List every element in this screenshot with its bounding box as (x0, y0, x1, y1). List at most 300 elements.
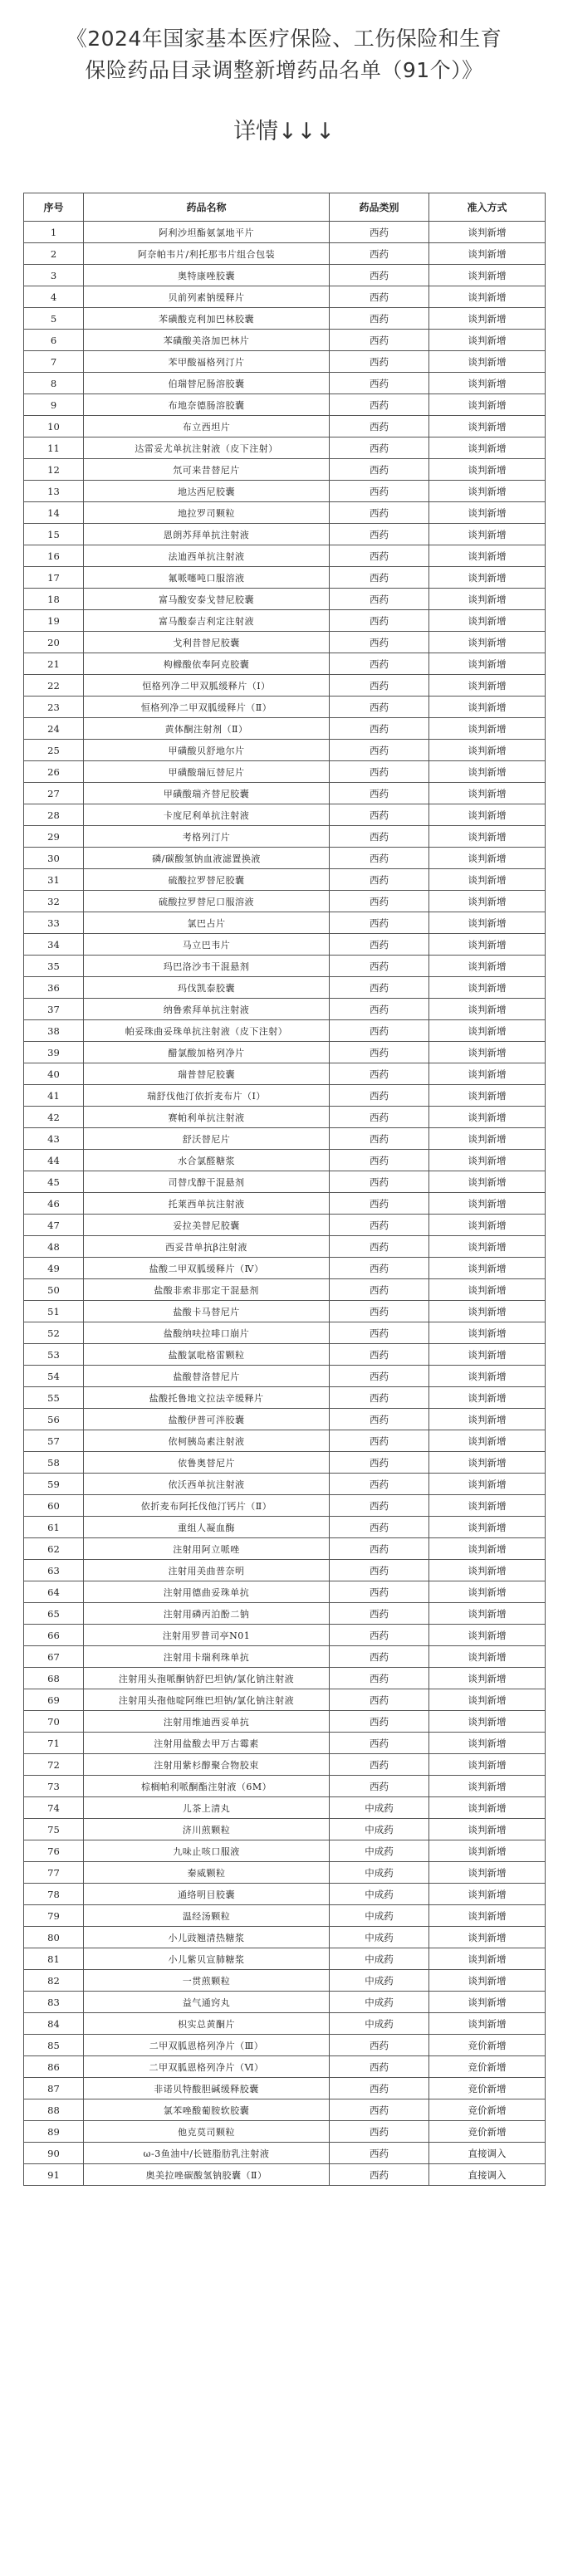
row-index: 54 (24, 1366, 84, 1387)
table-row (24, 545, 546, 567)
access-method: 竞价新增 (429, 2121, 546, 2143)
drug-name: 奥美拉唑碳酸氢钠胶囊（Ⅱ） (84, 2164, 330, 2186)
access-method: 谈判新增 (429, 653, 546, 675)
drug-name: 氯巴占片 (84, 912, 330, 934)
drug-category: 西药 (330, 1581, 429, 1603)
access-method: 谈判新增 (429, 1409, 546, 1430)
row-index: 11 (24, 437, 84, 459)
table-row (24, 1689, 546, 1711)
row-index: 32 (24, 891, 84, 912)
drug-category: 西药 (330, 1258, 429, 1279)
drug-name: 二甲双胍恩格列净片（Ⅲ） (84, 2035, 330, 2056)
drug-category: 中成药 (330, 1840, 429, 1862)
drug-name: 达雷妥尤单抗注射液（皮下注射） (84, 437, 330, 459)
drug-category: 西药 (330, 1430, 429, 1452)
table-row (24, 567, 546, 589)
drug-category: 西药 (330, 956, 429, 977)
drug-list-sheet (23, 193, 545, 2186)
table-row (24, 869, 546, 891)
drug-name: 水合氯醛糖浆 (84, 1150, 330, 1171)
access-method: 谈判新增 (429, 1258, 546, 1279)
access-method: 谈判新增 (429, 1387, 546, 1409)
access-method: 谈判新增 (429, 1517, 546, 1538)
access-method: 谈判新增 (429, 934, 546, 956)
access-method: 谈判新增 (429, 589, 546, 610)
row-index: 90 (24, 2143, 84, 2164)
drug-category: 西药 (330, 912, 429, 934)
access-method: 谈判新增 (429, 999, 546, 1020)
drug-name: 依沃西单抗注射液 (84, 1474, 330, 1495)
access-method: 谈判新增 (429, 697, 546, 718)
row-index: 8 (24, 373, 84, 394)
table-row (24, 265, 546, 286)
table-row (24, 1646, 546, 1668)
drug-category: 西药 (330, 286, 429, 308)
drug-category: 西药 (330, 653, 429, 675)
access-method: 谈判新增 (429, 1754, 546, 1776)
details-subtitle: 详情↓↓↓ (233, 119, 335, 144)
drug-category: 西药 (330, 1301, 429, 1322)
row-index: 41 (24, 1085, 84, 1107)
drug-name: 益气通窍丸 (84, 1992, 330, 2013)
row-index: 18 (24, 589, 84, 610)
drug-category: 西药 (330, 2078, 429, 2099)
access-method: 谈判新增 (429, 956, 546, 977)
table-row (24, 1711, 546, 1733)
drug-category: 西药 (330, 1646, 429, 1668)
table-row (24, 589, 546, 610)
drug-name: 富马酸安泰戈替尼胶囊 (84, 589, 330, 610)
table-row (24, 2035, 546, 2056)
drug-name: 枳实总黄酮片 (84, 2013, 330, 2035)
access-method: 谈判新增 (429, 761, 546, 783)
drug-name: 考格列汀片 (84, 826, 330, 848)
access-method: 谈判新增 (429, 1322, 546, 1344)
drug-category: 西药 (330, 589, 429, 610)
table-row (24, 912, 546, 934)
access-method: 谈判新增 (429, 1862, 546, 1884)
drug-category: 西药 (330, 1409, 429, 1430)
table-row (24, 416, 546, 437)
row-index: 91 (24, 2164, 84, 2186)
table-row (24, 1733, 546, 1754)
drug-name: 二甲双胍恩格列净片（Ⅵ） (84, 2056, 330, 2078)
drug-category: 西药 (330, 2056, 429, 2078)
row-index: 61 (24, 1517, 84, 1538)
table-row (24, 502, 546, 524)
drug-name: 纳鲁索拜单抗注射液 (84, 999, 330, 1020)
access-method: 谈判新增 (429, 1992, 546, 2013)
access-method: 谈判新增 (429, 330, 546, 351)
access-method: 谈判新增 (429, 1150, 546, 1171)
table-row (24, 1560, 546, 1581)
drug-category: 西药 (330, 545, 429, 567)
drug-category: 西药 (330, 1517, 429, 1538)
row-index: 75 (24, 1819, 84, 1840)
drug-name: 盐酸替洛替尼片 (84, 1366, 330, 1387)
drug-category: 西药 (330, 1344, 429, 1366)
drug-name: 氯苯唑酸葡胺软胶囊 (84, 2099, 330, 2121)
table-row (24, 718, 546, 740)
row-index: 82 (24, 1970, 84, 1992)
table-row (24, 1452, 546, 1474)
row-index: 60 (24, 1495, 84, 1517)
drug-name: 苯磺酸美洛加巴林片 (84, 330, 330, 351)
drug-name: 济川煎颗粒 (84, 1819, 330, 1840)
drug-name: 甲磺酸贝舒地尔片 (84, 740, 330, 761)
access-method: 谈判新增 (429, 1905, 546, 1927)
access-method: 谈判新增 (429, 1430, 546, 1452)
table-row (24, 351, 546, 373)
row-index: 31 (24, 869, 84, 891)
drug-name: 贝前列素钠缓释片 (84, 286, 330, 308)
row-index: 34 (24, 934, 84, 956)
drug-name: 阿奈帕韦片/利托那韦片组合包装 (84, 243, 330, 265)
row-index: 67 (24, 1646, 84, 1668)
access-method: 谈判新增 (429, 373, 546, 394)
drug-category: 西药 (330, 891, 429, 912)
drug-category: 西药 (330, 2099, 429, 2121)
table-row (24, 1193, 546, 1215)
table-row (24, 308, 546, 330)
access-method: 谈判新增 (429, 286, 546, 308)
drug-category: 西药 (330, 373, 429, 394)
row-index: 20 (24, 632, 84, 653)
drug-category: 西药 (330, 437, 429, 459)
drug-name: 枸橼酸依奉阿克胶囊 (84, 653, 330, 675)
access-method: 谈判新增 (429, 718, 546, 740)
drug-name: 马立巴韦片 (84, 934, 330, 956)
row-index: 47 (24, 1215, 84, 1236)
drug-name: 瑞普替尼胶囊 (84, 1063, 330, 1085)
row-index: 3 (24, 265, 84, 286)
row-index: 89 (24, 2121, 84, 2143)
drug-name: ω-3鱼油中/长链脂肪乳注射液 (84, 2143, 330, 2164)
drug-category: 西药 (330, 1495, 429, 1517)
drug-category: 西药 (330, 481, 429, 502)
row-index: 38 (24, 1020, 84, 1042)
drug-category: 西药 (330, 1042, 429, 1063)
drug-category: 西药 (330, 1776, 429, 1797)
row-index: 73 (24, 1776, 84, 1797)
access-method: 谈判新增 (429, 351, 546, 373)
table-row (24, 1840, 546, 1862)
row-index: 36 (24, 977, 84, 999)
row-index: 22 (24, 675, 84, 697)
access-method: 谈判新增 (429, 848, 546, 869)
drug-category: 西药 (330, 740, 429, 761)
table-row (24, 1128, 546, 1150)
drug-name: 非诺贝特酸胆碱缓释胶囊 (84, 2078, 330, 2099)
table-row (24, 1279, 546, 1301)
column-header-category: 药品类别 (330, 193, 429, 222)
drug-category: 西药 (330, 2035, 429, 2056)
row-index: 17 (24, 567, 84, 589)
row-index: 83 (24, 1992, 84, 2013)
drug-category: 西药 (330, 826, 429, 848)
table-row (24, 761, 546, 783)
row-index: 44 (24, 1150, 84, 1171)
table-row (24, 804, 546, 826)
table-row (24, 1409, 546, 1430)
access-method: 谈判新增 (429, 502, 546, 524)
row-index: 46 (24, 1193, 84, 1215)
page-title (17, 23, 551, 86)
drug-name: 富马酸泰吉利定注射液 (84, 610, 330, 632)
access-method: 谈判新增 (429, 869, 546, 891)
table-row (24, 977, 546, 999)
drug-name: 盐酸纳呋拉啡口崩片 (84, 1322, 330, 1344)
row-index: 56 (24, 1409, 84, 1430)
row-index: 29 (24, 826, 84, 848)
access-method: 直接调入 (429, 2143, 546, 2164)
title-line-1: 《2024年国家基本医疗保险、工伤保险和生育 (66, 27, 502, 51)
access-method: 谈判新增 (429, 1970, 546, 1992)
drug-name: 苯磺酸克利加巴林胶囊 (84, 308, 330, 330)
drug-category: 中成药 (330, 1992, 429, 2013)
access-method: 谈判新增 (429, 1603, 546, 1625)
access-method: 谈判新增 (429, 1020, 546, 1042)
drug-category: 西药 (330, 1128, 429, 1150)
page-header (0, 0, 568, 144)
table-row (24, 222, 546, 243)
column-header-access-method: 准入方式 (429, 193, 546, 222)
drug-name: 恒格列净二甲双胍缓释片（Ⅱ） (84, 697, 330, 718)
table-row (24, 740, 546, 761)
drug-category: 西药 (330, 1754, 429, 1776)
table-row (24, 2121, 546, 2143)
drug-name: 注射用美曲普奈明 (84, 1560, 330, 1581)
drug-name: 卡度尼利单抗注射液 (84, 804, 330, 826)
row-index: 4 (24, 286, 84, 308)
table-row (24, 1538, 546, 1560)
table-row (24, 675, 546, 697)
drug-name: 小儿豉翘清热糖浆 (84, 1927, 330, 1948)
drug-name: 注射用盐酸去甲万古霉素 (84, 1733, 330, 1754)
table-row (24, 1322, 546, 1344)
drug-category: 西药 (330, 848, 429, 869)
access-method: 谈判新增 (429, 1474, 546, 1495)
drug-category: 中成药 (330, 1948, 429, 1970)
access-method: 谈判新增 (429, 1625, 546, 1646)
drug-name: 恩朗苏拜单抗注射液 (84, 524, 330, 545)
table-row (24, 1862, 546, 1884)
table-row (24, 1668, 546, 1689)
table-row (24, 459, 546, 481)
row-index: 49 (24, 1258, 84, 1279)
table-row (24, 1970, 546, 1992)
table-row (24, 1344, 546, 1366)
access-method: 谈判新增 (429, 437, 546, 459)
drug-name: 氘可来昔替尼片 (84, 459, 330, 481)
table-row (24, 1625, 546, 1646)
drug-category: 西药 (330, 2121, 429, 2143)
row-index: 81 (24, 1948, 84, 1970)
row-index: 78 (24, 1884, 84, 1905)
drug-name: 司替戊醇干混悬剂 (84, 1171, 330, 1193)
table-header-row (24, 193, 546, 222)
access-method: 谈判新增 (429, 1840, 546, 1862)
table-row (24, 330, 546, 351)
drug-category: 中成药 (330, 1927, 429, 1948)
row-index: 13 (24, 481, 84, 502)
access-method: 谈判新增 (429, 394, 546, 416)
row-index: 40 (24, 1063, 84, 1085)
row-index: 21 (24, 653, 84, 675)
column-header-index: 序号 (24, 193, 84, 222)
access-method: 谈判新增 (429, 1107, 546, 1128)
row-index: 53 (24, 1344, 84, 1366)
drug-name: 盐酸托鲁地文拉法辛缓释片 (84, 1387, 330, 1409)
table-row (24, 632, 546, 653)
drug-category: 中成药 (330, 1797, 429, 1819)
row-index: 23 (24, 697, 84, 718)
drug-category: 西药 (330, 1603, 429, 1625)
access-method: 谈判新增 (429, 1689, 546, 1711)
table-row (24, 1366, 546, 1387)
row-index: 28 (24, 804, 84, 826)
row-index: 59 (24, 1474, 84, 1495)
table-row (24, 1776, 546, 1797)
drug-category: 西药 (330, 718, 429, 740)
access-method: 谈判新增 (429, 1711, 546, 1733)
table-row (24, 1819, 546, 1840)
access-method: 谈判新增 (429, 977, 546, 999)
row-index: 55 (24, 1387, 84, 1409)
drug-list-table (23, 193, 546, 2186)
access-method: 谈判新增 (429, 1279, 546, 1301)
row-index: 26 (24, 761, 84, 783)
row-index: 33 (24, 912, 84, 934)
row-index: 39 (24, 1042, 84, 1063)
drug-category: 西药 (330, 1193, 429, 1215)
drug-category: 西药 (330, 1733, 429, 1754)
access-method: 竞价新增 (429, 2035, 546, 2056)
row-index: 88 (24, 2099, 84, 2121)
table-row (24, 1474, 546, 1495)
drug-category: 中成药 (330, 1819, 429, 1840)
access-method: 谈判新增 (429, 1085, 546, 1107)
access-method: 谈判新增 (429, 1236, 546, 1258)
drug-category: 西药 (330, 1474, 429, 1495)
drug-name: 玛巴洛沙韦干混悬剂 (84, 956, 330, 977)
table-row (24, 2143, 546, 2164)
row-index: 86 (24, 2056, 84, 2078)
row-index: 48 (24, 1236, 84, 1258)
table-row (24, 2099, 546, 2121)
row-index: 76 (24, 1840, 84, 1862)
drug-name: 盐酸二甲双胍缓释片（Ⅳ） (84, 1258, 330, 1279)
table-row (24, 286, 546, 308)
table-row (24, 891, 546, 912)
table-row (24, 1258, 546, 1279)
row-index: 79 (24, 1905, 84, 1927)
drug-category: 西药 (330, 977, 429, 999)
drug-category: 中成药 (330, 2013, 429, 2035)
drug-category: 西药 (330, 1668, 429, 1689)
drug-name: 地达西尼胶囊 (84, 481, 330, 502)
row-index: 7 (24, 351, 84, 373)
row-index: 65 (24, 1603, 84, 1625)
drug-name: 苯甲酸福格列汀片 (84, 351, 330, 373)
access-method: 谈判新增 (429, 826, 546, 848)
drug-name: 儿茶上清丸 (84, 1797, 330, 1819)
drug-name: 温经汤颗粒 (84, 1905, 330, 1927)
row-index: 14 (24, 502, 84, 524)
access-method: 竞价新增 (429, 2099, 546, 2121)
drug-name: 布地奈德肠溶胶囊 (84, 394, 330, 416)
access-method: 谈判新增 (429, 1776, 546, 1797)
access-method: 谈判新增 (429, 1797, 546, 1819)
drug-category: 西药 (330, 502, 429, 524)
table-row (24, 394, 546, 416)
row-index: 35 (24, 956, 84, 977)
access-method: 谈判新增 (429, 1495, 546, 1517)
access-method: 谈判新增 (429, 1538, 546, 1560)
row-index: 16 (24, 545, 84, 567)
row-index: 50 (24, 1279, 84, 1301)
drug-name: 恒格列净二甲双胍缓释片（Ⅰ） (84, 675, 330, 697)
row-index: 77 (24, 1862, 84, 1884)
drug-category: 西药 (330, 761, 429, 783)
drug-category: 西药 (330, 308, 429, 330)
row-index: 43 (24, 1128, 84, 1150)
row-index: 1 (24, 222, 84, 243)
table-row (24, 524, 546, 545)
drug-category: 西药 (330, 1236, 429, 1258)
access-method: 谈判新增 (429, 1733, 546, 1754)
access-method: 谈判新增 (429, 912, 546, 934)
drug-name: 注射用头孢哌酮钠舒巴坦钠/氯化钠注射液 (84, 1668, 330, 1689)
drug-category: 西药 (330, 1215, 429, 1236)
drug-name: 硫酸拉罗替尼胶囊 (84, 869, 330, 891)
drug-name: 硫酸拉罗替尼口服溶液 (84, 891, 330, 912)
row-index: 12 (24, 459, 84, 481)
column-header-drug-name: 药品名称 (84, 193, 330, 222)
drug-category: 西药 (330, 567, 429, 589)
access-method: 谈判新增 (429, 632, 546, 653)
drug-category: 西药 (330, 351, 429, 373)
table-row (24, 783, 546, 804)
access-method: 谈判新增 (429, 740, 546, 761)
table-row (24, 999, 546, 1020)
table-row (24, 697, 546, 718)
row-index: 85 (24, 2035, 84, 2056)
table-row (24, 1042, 546, 1063)
access-method: 谈判新增 (429, 891, 546, 912)
table-row (24, 1948, 546, 1970)
drug-name: 舒沃替尼片 (84, 1128, 330, 1150)
table-row (24, 1797, 546, 1819)
table-row (24, 2013, 546, 2035)
row-index: 37 (24, 999, 84, 1020)
drug-category: 西药 (330, 394, 429, 416)
table-row (24, 1215, 546, 1236)
drug-name: 盐酸伊普可泮胶囊 (84, 1409, 330, 1430)
row-index: 25 (24, 740, 84, 761)
row-index: 9 (24, 394, 84, 416)
drug-category: 西药 (330, 697, 429, 718)
access-method: 谈判新增 (429, 1560, 546, 1581)
access-method: 谈判新增 (429, 459, 546, 481)
drug-name: 盐酸非索非那定干混悬剂 (84, 1279, 330, 1301)
table-row (24, 1905, 546, 1927)
access-method: 谈判新增 (429, 1819, 546, 1840)
drug-category: 西药 (330, 330, 429, 351)
drug-name: 依折麦布阿托伐他汀钙片（Ⅱ） (84, 1495, 330, 1517)
drug-name: 注射用磷丙泊酚二钠 (84, 1603, 330, 1625)
drug-name: 依鲁奥替尼片 (84, 1452, 330, 1474)
